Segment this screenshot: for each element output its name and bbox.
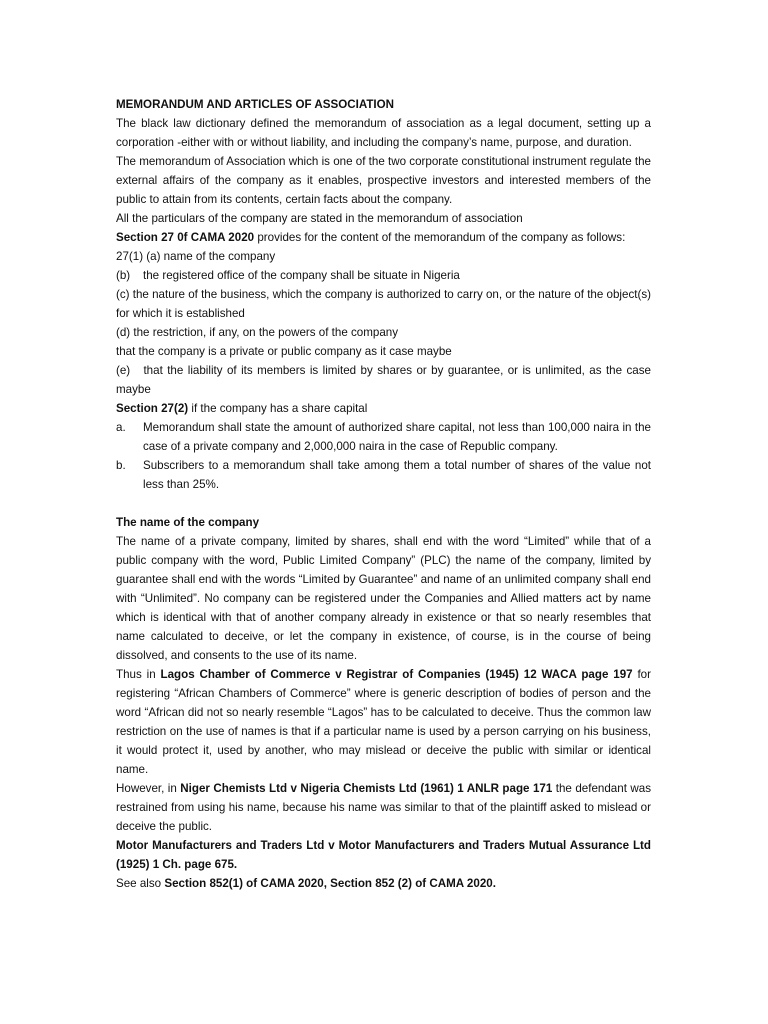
paragraph-name-rules: The name of a private company, limited by shares, shall end with the word “Limited” while that of a public company with the word, Public Limited Company” (PLC) the name of the company, limited by guarantee shall end with the words “Limited by Guarantee” and name of an unlimited company shall end with “Unlimited”. No company can be registered under the Companies and Allied matters act by name which is identical with that of another company already in existence or that so nearly resembles that name calculated to deceive, or let the company in existence, of course, is in the course of being dissolved, and consents to the use of its name.: [116, 535, 651, 662]
document-title: MEMORANDUM AND ARTICLES OF ASSOCIATION: [116, 98, 395, 111]
item-c: (c) the nature of the business, which the company is authorized to carry on, or the nature of the object(s) for which it is established: [116, 288, 651, 320]
item-e-marker: (e): [116, 364, 131, 377]
paragraph-particulars: All the particulars of the company are stated in the memorandum of association: [116, 212, 523, 225]
lagos-case-citation: Lagos Chamber of Commerce v Registrar of Companies (1945) 12 WACA page 197: [160, 668, 633, 681]
paragraph-lagos-case: Thus in Lagos Chamber of Commerce v Registrar of Companies (1945) 12 WACA page 197 for registering “African Chambers of Commerce” where is generic description of bodies of person and the word “African did not so nearly resemble “Lagos” has to be calculated to deceive. Thus the common law restriction on the use of names is that if a particular name is used by a person carrying on his business, it would protect it, used by another, who may mislead or deceive the public with similar or identical name.: [116, 668, 651, 776]
paragraph-definition: The black law dictionary defined the memorandum of association as a legal document, setting up a corporation -either with or without liability, and including the company’s name, purpose, and duration.: [116, 117, 651, 149]
section-27-citation: Section 27 0f CAMA 2020: [116, 231, 255, 244]
list-item-b: b. Subscribers to a memorandum shall take among them a total number of shares of the value not less than 25%.: [116, 456, 651, 494]
section-27-2-citation: Section 27(2): [116, 402, 189, 415]
item-27-1-a: 27(1) (a) name of the company: [116, 250, 276, 263]
see-also-citation: Section 852(1) of CAMA 2020, Section 852 (2) of CAMA 2020.: [164, 877, 496, 890]
list-item-b-marker: b.: [116, 459, 126, 472]
paragraph-memorandum-purpose: The memorandum of Association which is one of the two corporate constitutional instrument regulate the external affairs of the company as it enables, prospective investors and interested members of the public to attain from its contents, certain facts about the company.: [116, 155, 651, 206]
paragraph-see-also: See also Section 852(1) of CAMA 2020, Section 852 (2) of CAMA 2020.: [116, 877, 496, 890]
item-e: (e) that the liability of its members is limited by shares or by guarantee, or is unlimited, as the case maybe: [116, 364, 651, 396]
item-d: (d) the restriction, if any, on the powers of the company: [116, 326, 399, 339]
paragraph-section-27-2: Section 27(2) if the company has a share capital: [116, 402, 368, 415]
document-body: [116, 95, 651, 893]
paragraph-niger-case: However, in Niger Chemists Ltd v Nigeria Chemists Ltd (1961) 1 ANLR page 171 the defendant was restrained from using his name, because his name was similar to that of the plaintiff asked to mislead or deceive the public.: [116, 782, 651, 833]
section-heading-name: The name of the company: [116, 516, 260, 529]
item-b-marker: (b): [116, 269, 131, 282]
list-item-a: a. Memorandum shall state the amount of authorized share capital, not less than 100,000 naira in the case of a private company and 2,000,000 naira in the case of Republic company.: [116, 418, 651, 456]
paragraph-motor-case: [116, 836, 651, 874]
paragraph-section-27: Section 27 0f CAMA 2020 provides for the content of the memorandum of the company as follows:: [116, 231, 626, 244]
blank-line: [116, 494, 651, 513]
item-private-public: that the company is a private or public company as it case maybe: [116, 345, 452, 358]
niger-case-citation: Niger Chemists Ltd v Nigeria Chemists Ltd (1961) 1 ANLR page 171: [180, 782, 553, 795]
item-b: (b) the registered office of the company shall be situate in Nigeria: [116, 266, 651, 285]
list-item-a-marker: a.: [116, 421, 126, 434]
motor-case-citation: Motor Manufacturers and Traders Ltd v Motor Manufacturers and Traders Mutual Assurance Ltd (1925) 1 Ch. page 675.: [116, 839, 651, 871]
